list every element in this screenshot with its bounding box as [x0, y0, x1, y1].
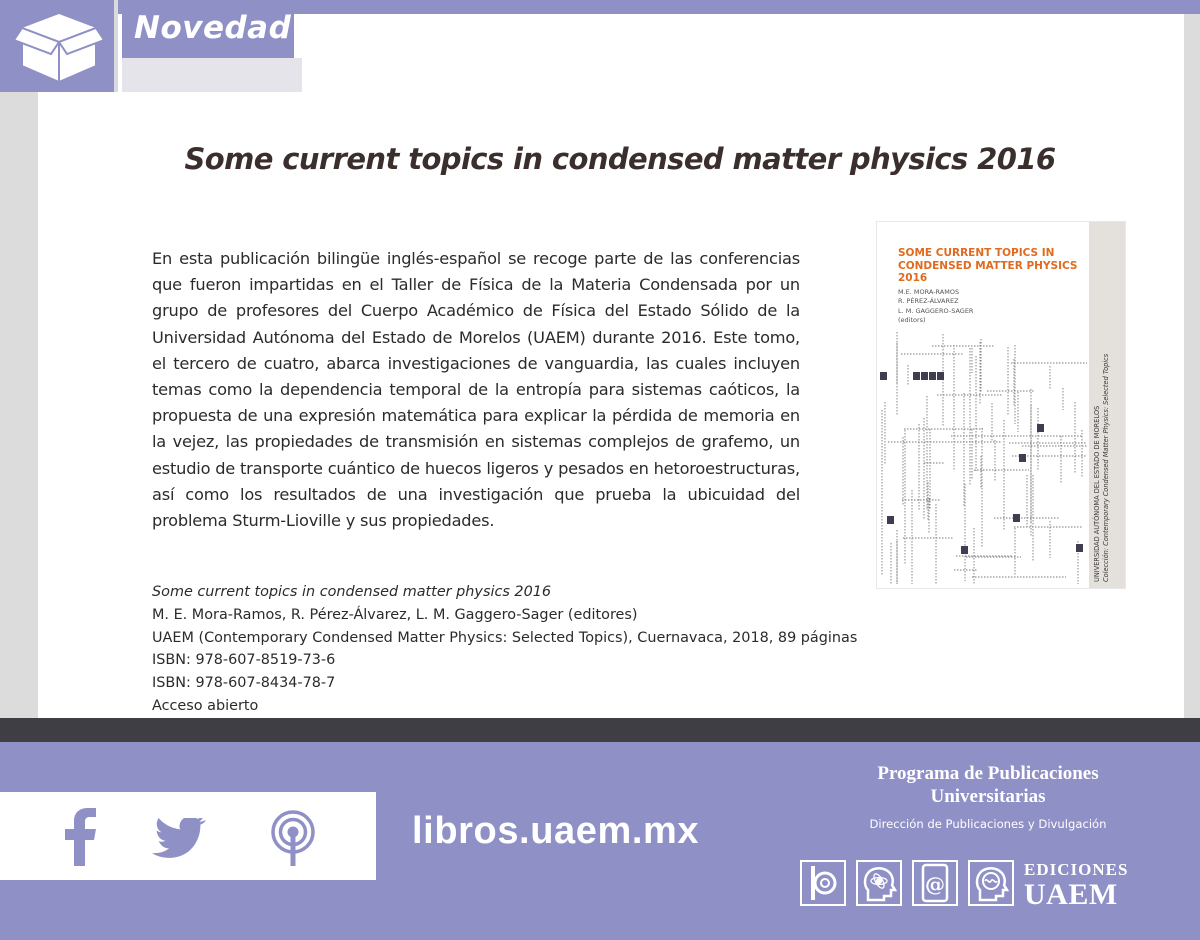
header-icon-panel	[0, 0, 118, 92]
right-frame	[1184, 14, 1200, 740]
program-title-line2: Universitarias	[930, 786, 1046, 807]
cover-title-year: 2016	[898, 272, 928, 284]
podcast-icon[interactable]	[268, 810, 318, 866]
cover-spine-collection: Colección: Contemporary Condensed Matter Physics: Selected Topics	[1102, 353, 1110, 582]
program-subtitle: Dirección de Publicaciones y Divulgación	[869, 817, 1107, 831]
cover-editors	[898, 288, 973, 325]
novedad-label: Novedad	[134, 10, 292, 46]
svg-text:@: @	[925, 872, 945, 896]
page-title: Some current topics in condensed matter physics 2016	[184, 142, 1056, 176]
cover-spine-text	[1093, 282, 1111, 582]
program-title-line1: Programa de Publicaciones	[877, 763, 1099, 784]
site-url-link[interactable]: libros.uaem.mx	[412, 810, 700, 852]
citation-isbn-2: ISBN: 978-607-8434-78-7	[152, 675, 336, 692]
citation-authors: M. E. Mora-Ramos, R. Pérez-Álvarez, L. M. Gaggero-Sager (editores)	[152, 606, 638, 623]
cover-art	[877, 328, 1089, 586]
cover-editor-note: (editors)	[898, 315, 926, 324]
footer-dark-band	[0, 718, 1200, 742]
cover-title-line1: SOME CURRENT TOPICS IN	[898, 247, 1055, 259]
left-frame	[0, 92, 38, 740]
cover-title-line2: CONDENSED MATTER PHYSICS	[898, 259, 1078, 272]
social-panel-bottom	[0, 880, 376, 940]
cover-spine-university: UNIVERSIDAD AUTÓNOMA DEL ESTADO DE MORELOS	[1093, 405, 1101, 582]
cover-editor-3: L. M. GAGGERO-SAGER	[898, 306, 974, 315]
cover-title	[898, 247, 1077, 285]
mobile-at-icon[interactable]	[912, 860, 958, 906]
cover-editor-1: M.E. MORA-RAMOS	[898, 288, 960, 296]
program-title	[806, 762, 1170, 808]
science-head-icon[interactable]	[856, 860, 902, 906]
book-description: En esta publicación bilingüe inglés-español se recoge parte de las conferencias que fueron impartidas en el Taller de Física de la Materia Condensada por un grupo de profesores del Cuerpo Académico de Física del Estado Sólido de la Universidad Autónoma del Estado de Morelos (UAEM) durante 2016. Este tomo, el tercero de cuatro, abarca investigaciones de vanguardia, las cuales incluyen temas como la dependencia temporal de la entropía para sistemas caóticos, la propuesta de una expresión matemática para explicar la pérdida de memoria en la vejez, las propiedades de transmisión en sistemas complejos de grafemo, un estudio de transporte cuántico de huecos ligeros y pesados en hetoroestructuras, así como los resultados de una investigación que prueba la ubicuidad del problema Sturm-Lioville y sus propiedades.	[152, 249, 800, 531]
cover-editor-2: R. PÉREZ-ÁLVAREZ	[898, 297, 959, 306]
twitter-icon[interactable]	[151, 818, 211, 858]
novedad-badge	[122, 0, 294, 58]
citation-block	[152, 581, 857, 718]
publications-logo-icon[interactable]	[800, 860, 846, 906]
uaem-label: UAEM	[1024, 878, 1118, 911]
facebook-icon[interactable]	[63, 808, 97, 866]
ediciones-label: EDICIONES	[1024, 860, 1129, 879]
box-icon	[14, 6, 104, 86]
citation-access[interactable]: Acceso abierto	[152, 697, 259, 714]
citation-publisher: UAEM (Contemporary Condensed Matter Physics: Selected Topics), Cuernavaca, 2018, 89 páginas	[152, 629, 858, 646]
brain-head-icon[interactable]	[968, 860, 1014, 906]
ediciones-uaem-logo[interactable]	[1024, 860, 1128, 910]
citation-title: Some current topics in condensed matter physics 2016	[152, 584, 552, 600]
badge-shadow	[122, 58, 302, 92]
citation-isbn-1: ISBN: 978-607-8519-73-6	[152, 652, 336, 669]
